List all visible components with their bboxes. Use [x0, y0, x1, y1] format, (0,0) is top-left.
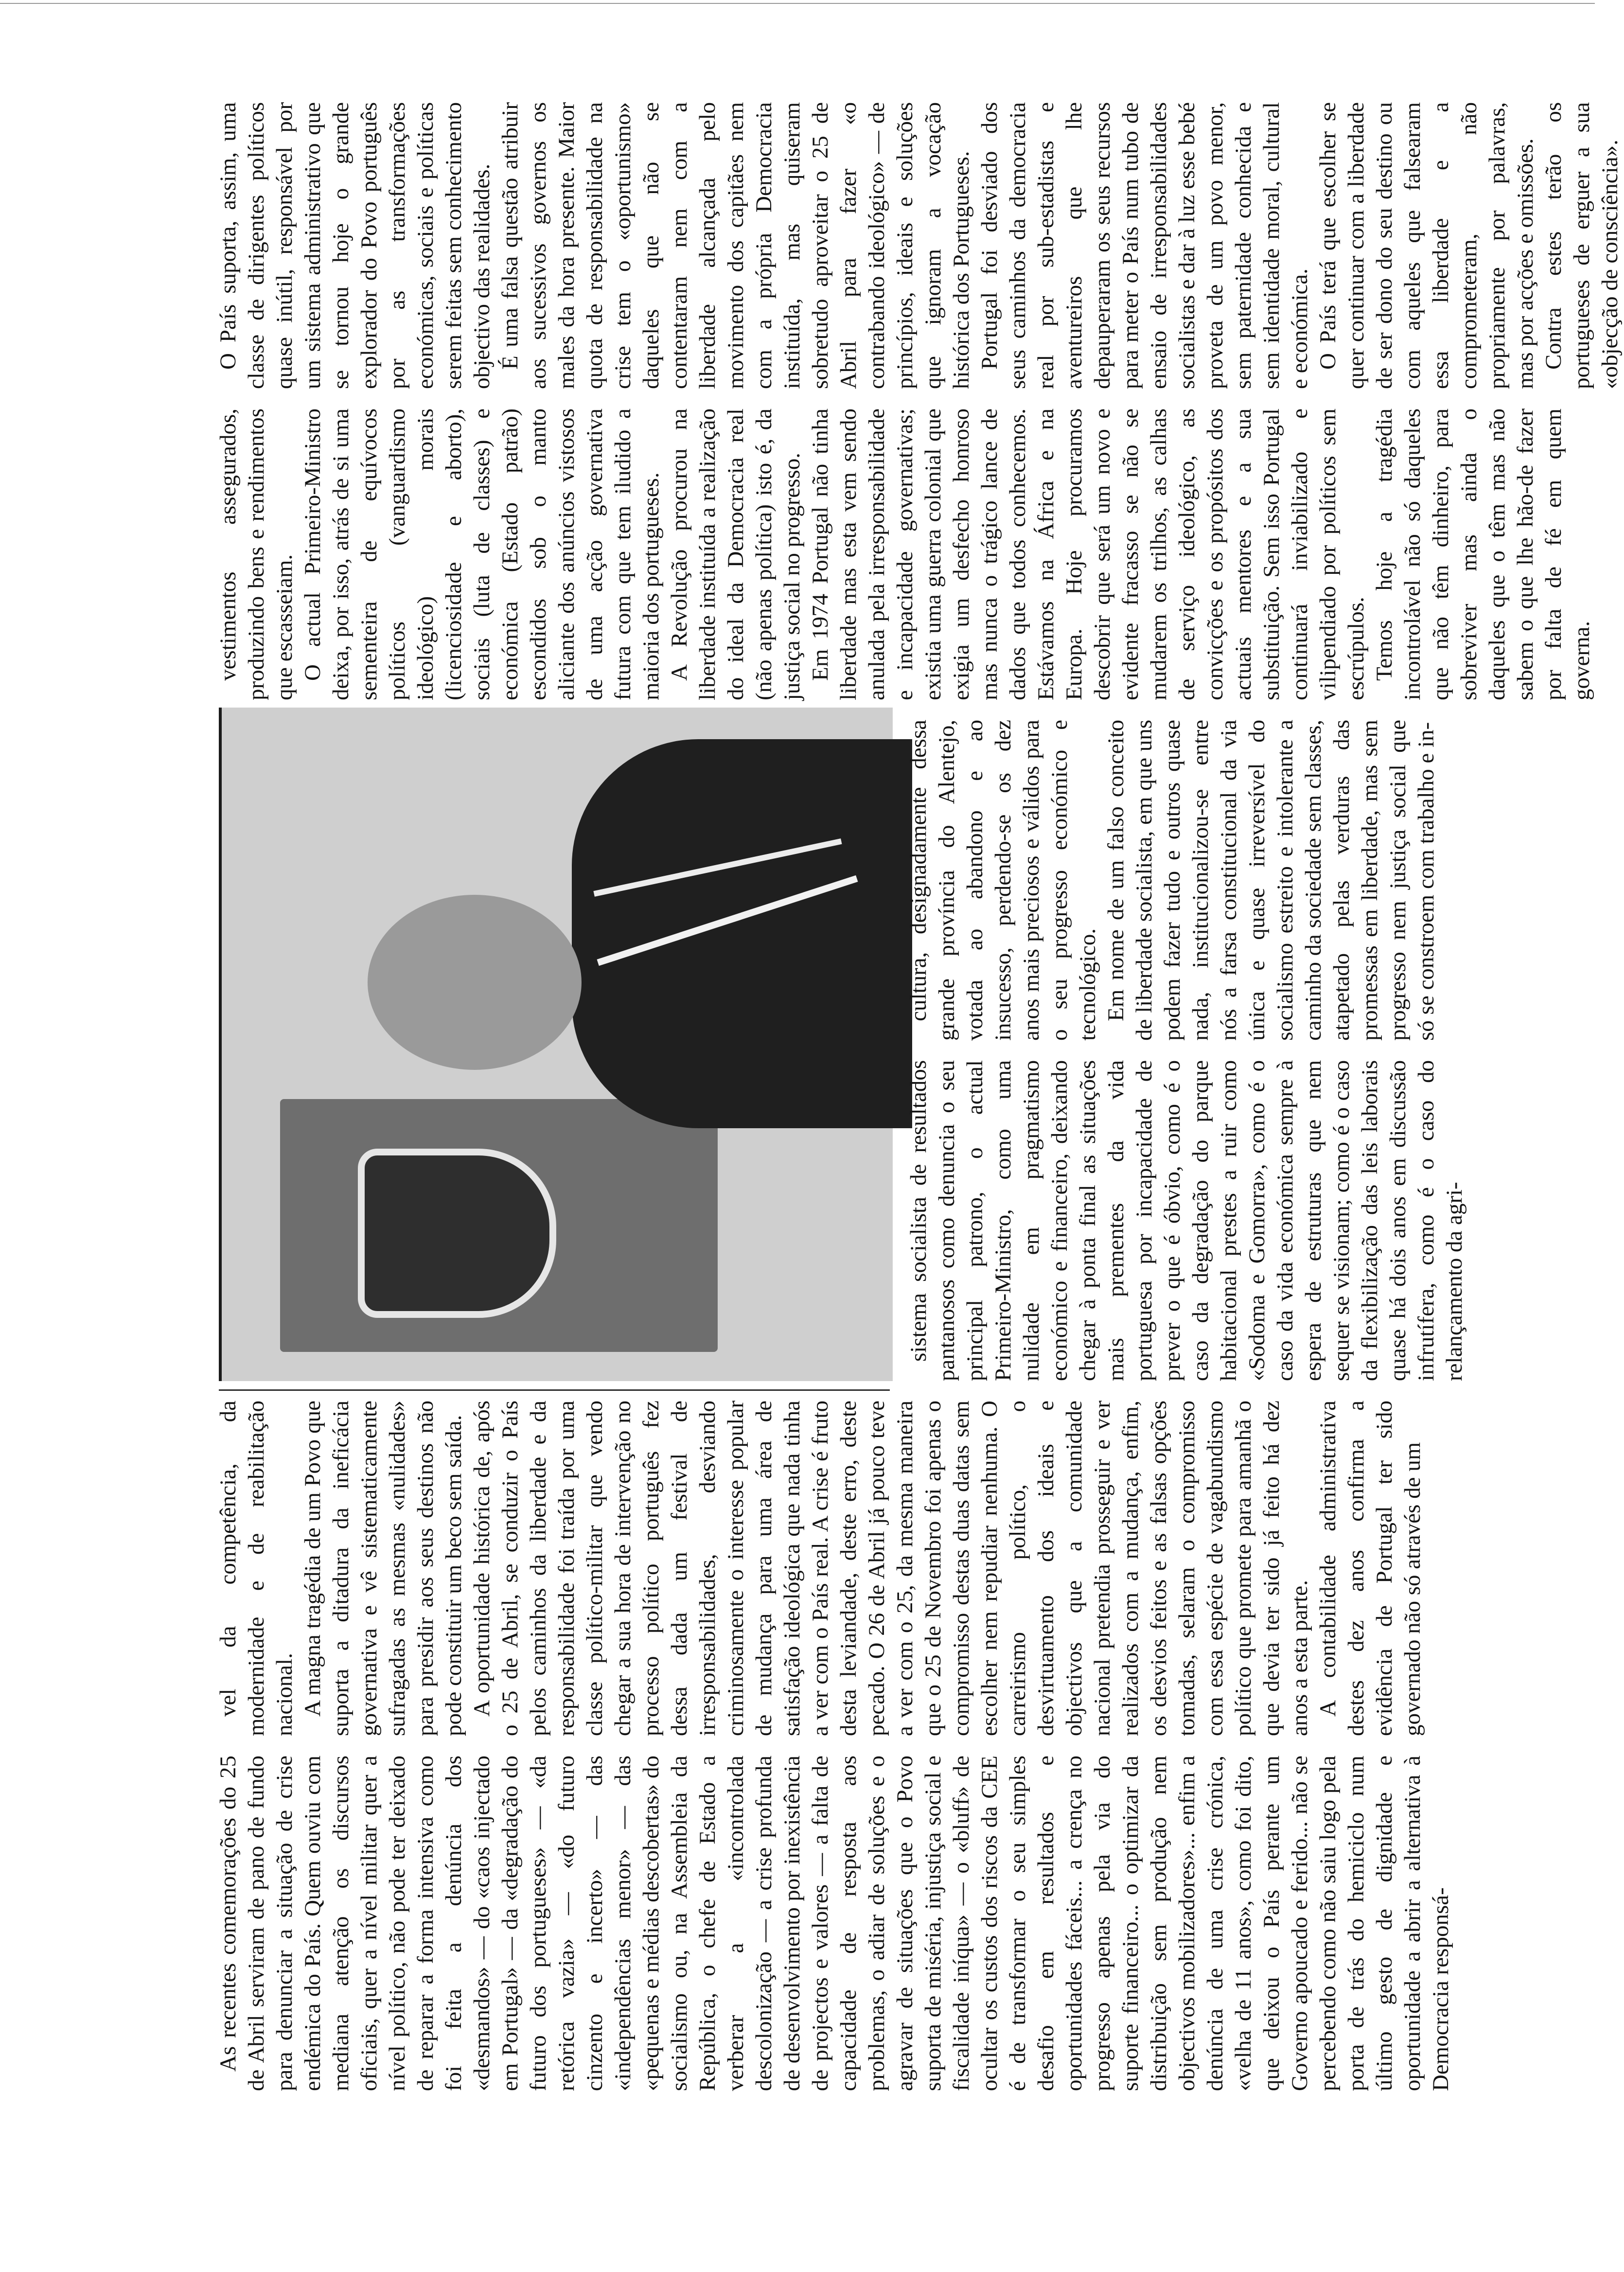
paragraph: vestimentos assegurados, produzindo bens e rendimentos que escasseiam. — [215, 408, 297, 700]
paragraph: A contabilidade administrativa destes dez anos confirma a evidência de Portugal ter sido governado não só através de um — [1315, 1401, 1425, 1736]
paragraph: Contra estes terão os portugueses de erguer a sua «objecção de consciência». — [1541, 102, 1623, 389]
article-column-4 — [904, 720, 1439, 1041]
paragraph: A magna tragédia de um Povo que suporta a ditadura da ineficácia governativa e vê sistematicamente sufragadas as mesmas «nulidades» para presidir aos seus destinos não pode constituir um beco sem saída. — [300, 1401, 466, 1736]
article-column-5 — [214, 408, 1594, 700]
paragraph: O País terá que escolher se quer continuar com a liberdade de ser dono do seu destino ou com aqueles que falsearam essa liberdade e a comprometeram, não propriamente por palavras, mas por acções e omissões. — [1315, 102, 1538, 389]
paragraph: O País suporta, assim, uma classe de dirigentes políticos quase inútil, responsável por um sistema administrativo que se tornou hoje o grande explorador do Povo português por as transformações económicas, sociais e políticas serem feitas sem conhecimento objectivo das realidades. — [215, 102, 494, 389]
paragraph: Em 1974 Portugal não tinha liberdade mas esta vem sendo anulada pela irresponsabilidade e incapacidade governativas; existia uma guerra colonial que exigia um desfecho honroso mas nunca o trágico lance de dados que todos conhecemos. Estávamos na África e na Europa. Hoje procuramos descobrir que será um novo e evidente fracasso se não se mudarem os trilhos, as calhas de serviço ideológico, as convicções e os propósitos dos actuais mentores e a sua substituição. Sem isso Portugal continuará inviabilizado e vilipendiado por políticos sem escrúpulos. — [808, 408, 1369, 700]
scan-edge-line — [0, 3, 1595, 4]
paragraph: A Revolução procurou na liberdade instituída a realização do ideal da Democracia real (não apenas política) isto é, da justiça social no progresso. — [667, 408, 805, 700]
photo-left-rule — [219, 1389, 890, 1391]
paragraph: Em nome de um falso conceito de liberdade socialista, em que uns podem fazer tudo e outros quase nada, institucionalizou-se entre nós a farsa constitucional da via única e quase irreversível do socialismo estreito e intolerante a caminho da sociedade sem classes, atapetado pelas verduras das promessas em liberdade, mas sem progresso nem justiça social que só se constroem com trabalho e in- — [1103, 720, 1439, 1041]
person-head-graphic — [368, 895, 582, 1070]
newspaper-clipping — [214, 97, 1623, 2091]
paragraph: Portugal foi desviado dos seus caminhos da democracia real por sub-estadistas e aventureiros que lhe depauperaram os seus recursos para meter o País num tubo de ensaio de irresponsabilidades socialistas e dar à luz esse bebé proveta de um povo menor, sem paternidade conhecida e sem identidade moral, cultural e económica. — [977, 102, 1312, 389]
article-column-1 — [214, 1756, 1453, 2091]
paragraph: É uma falsa questão atribuir aos sucessivos governos os males da hora presente. Maior quota de responsabilidade na crise tem o «oportunismo» daqueles que não se contentaram nem com a liberdade alcançada pelo movimento dos capitães nem com a própria Democracia instituída, mas quiseram sobretudo aproveitar o 25 de Abril para fazer «o contrabando ideológico» — de princípios, ideais e soluções que ignoram a vocação histórica dos Portugueses. — [497, 102, 974, 389]
paragraph: O actual Primeiro-Ministro deixa, por isso, atrás de si uma sementeira de equívocos políticos (vanguardismo ideológico) morais (licenciosidade e aborto), sociais (luta de classes) e económica (Estado patrão) escondidos sob o manto aliciante dos anúncios vistosos de uma acção governativa futura com que tem iludido a maioria dos portugueses. — [300, 408, 664, 700]
paragraph: cultura, designadamente dessa grande província do Alentejo, votada ao abandono e ao insucesso, perdendo-se os dez anos mais preciosos e válidos para o seu progresso económico e tecnológico. — [906, 720, 1100, 1041]
person-body-graphic — [572, 739, 912, 1128]
paragraph: sistema socialista de resultados pantanosos como denuncia o seu principal patrono, o actual Primeiro-Ministro, como uma nulidade em pragmatismo económico e financeiro, deixando chegar à ponta final as situações mais prementes da vida portuguesa por incapacidade de prever o que é óbvio, como é o caso da degradação do parque habitacional prestes a ruir como «Sodoma e Gomorra», como é o caso da vida económica sempre à espera de estruturas que nem sequer se visionam; como é o caso da flexibilização das leis laborais quase há dois anos em discussão infrutífera, como é o caso do relançamento da agri- — [906, 1060, 1467, 1381]
article-column-6 — [214, 102, 1623, 389]
paragraph: A oportunidade histórica de, após o 25 de Abril, se conduzir o País pelos caminhos da liberdade e da responsabilidade foi traída por uma classe político-militar que vendo chegar a sua hora de intervenção no processo político português fez dessa dada um festival de irresponsabilidades, desviando criminosamente o interesse popular de mudança para uma área de satisfação ideológica que nada tinha a ver com o País real. A crise é fruto desta leviandade, deste erro, deste pecado. O 26 de Abril já pouco teve a ver com o 25, da mesma maneira que o 25 de Novembro foi apenas o compromisso destas duas datas sem escolher nem repudiar nenhuma. O carreirismo político, o desvirtuamento dos ideais e objectivos que a comunidade nacional pretendia prosseguir e ver realizados com a mudança, enfim, os desvios feitos e as falsas opções tomadas, selaram o compromisso com essa espécie de vagabundismo político que promete para amanhã o que devia ter sido já feito há dez anos a esta parte. — [469, 1401, 1312, 1736]
photo-prime-minister — [219, 708, 893, 1381]
paragraph: vel da competência, da modernidade e de reabilitação nacional. — [215, 1401, 297, 1736]
paragraph: Temos hoje a tragédia incontrolável não só daqueles que não têm dinheiro, para sobreviver mas ainda o daqueles que o têm mas não sabem o que lhe hão-de fazer por falta de fé em quem governa. — [1372, 408, 1594, 700]
article-column-3 — [904, 1060, 1467, 1381]
article-column-2 — [214, 1401, 1425, 1736]
coat-of-arms-graphic — [358, 1149, 556, 1318]
paragraph: As recentes comemorações do 25 de Abril serviram de pano de fundo para denunciar a situação de crise endémica do País. Quem ouviu com mediana atenção os discursos oficiais, quer a nível militar quer a nível político, não pode ter deixado de reparar a forma intensiva como foi feita a denúncia dos «desmandos» — do «caos injectado em Portugal» — da «degradação do futuro dos portugueses» — «da retórica vazia» — «do futuro cinzento e incerto» — das «independências menor» — das «pequenas e médias descobertas» do socialismo ou, na Assembleia da República, o chefe de Estado a verberar a «incontrolada descolonização — a crise profunda de desenvolvimento por inexistência de projectos e valores — a falta de capacidade de resposta aos problemas, o adiar de soluções e o agravar de situações que o Povo suporta de miséria, injustiça social e fiscalidade iníqua» — o «bluff» de ocultar os custos dos riscos da CEE é de transformar o seu simples desafio em resultados e oportunidades fáceis... a crença no progresso apenas pela via do suporte financeiro... o optimizar da distribuição sem produção nem objectivos mobilizadores»... enfim a denúncia de uma crise crónica, «velha de 11 anos», como foi dito, que deixou o País perante um Governo apoucado e ferido... não se percebendo como não saiu logo pela porta de trás do hemiciclo num último gesto de dignidade e oportunidade a abrir a alternativa à Democracia responsá- — [215, 1756, 1453, 2091]
